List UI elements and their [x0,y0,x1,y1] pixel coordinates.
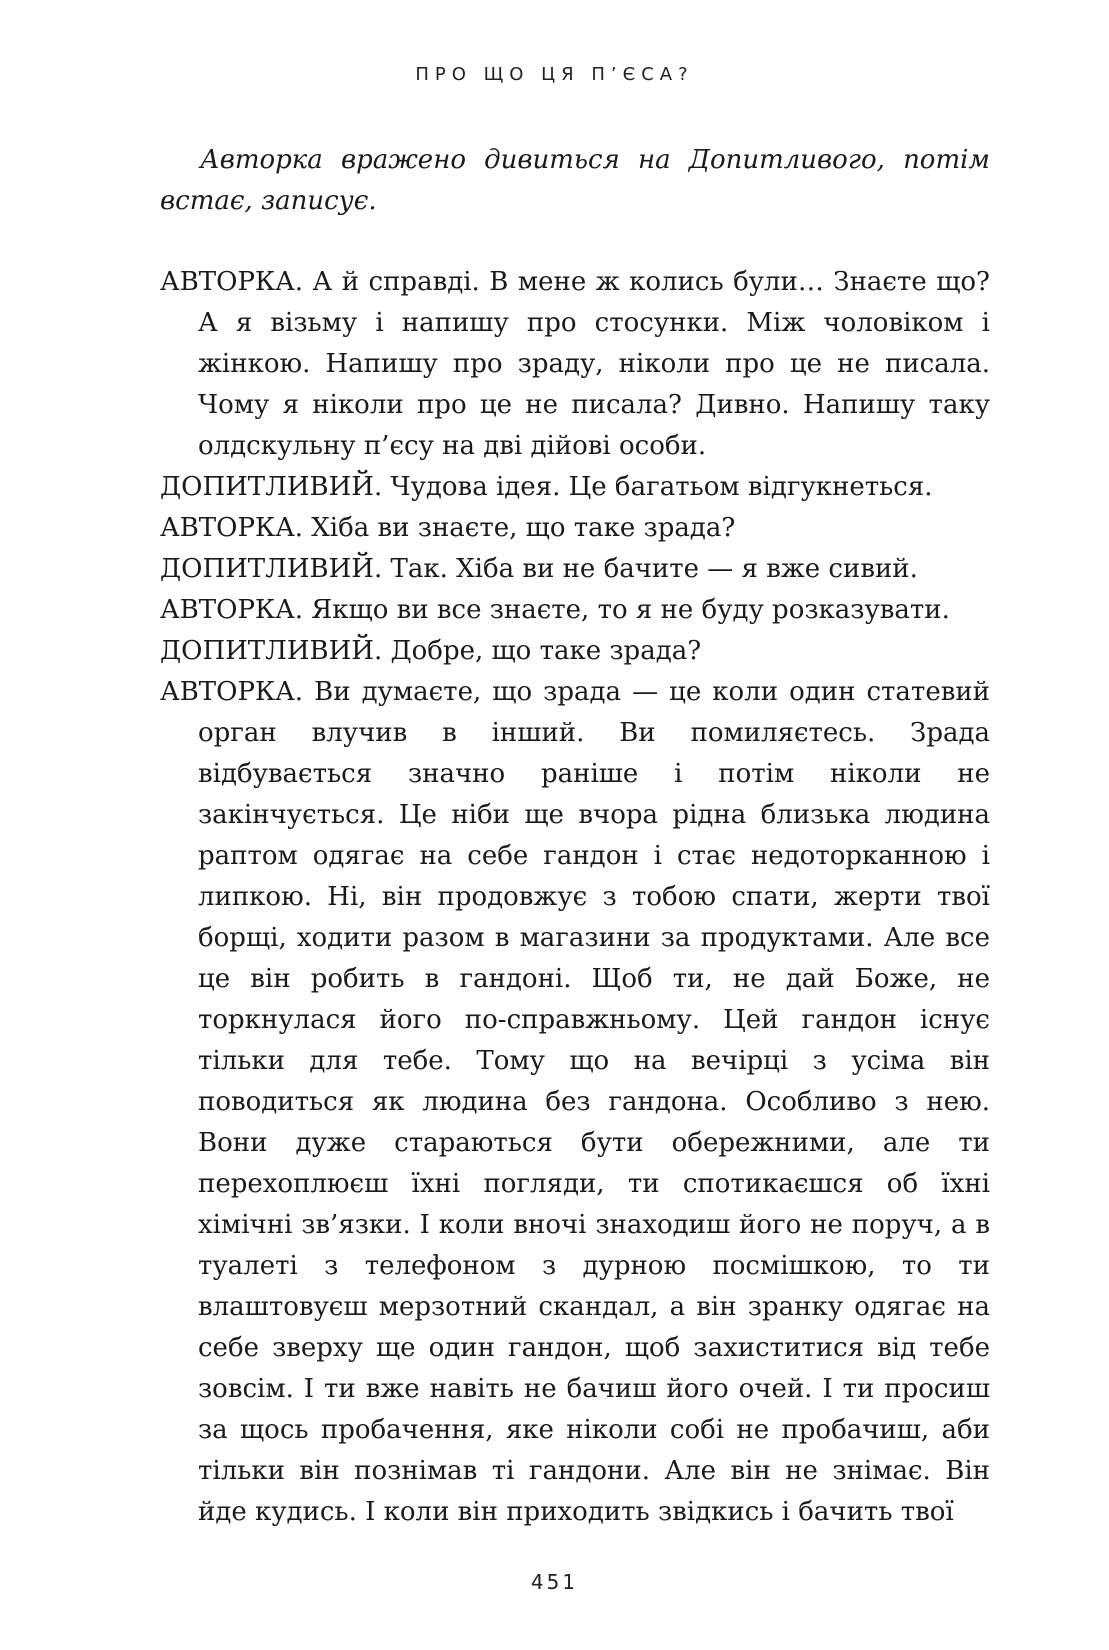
dialogue-line [160,508,990,549]
speech-text: Хіба ви знаєте, що таке зрада? [311,513,736,543]
dialogue-line [160,262,990,467]
speech-text: Якщо ви все знаєте, то я не буду розказувати. [311,595,950,625]
dialogue-line [160,590,990,631]
dialogue-line [160,631,990,672]
page-body [160,140,990,1533]
speech-text: Ви думаєте, що зрада — це коли один статевий орган влучив в інший. Ви помиляєтесь. Зрада відбувається значно раніше і потім ніколи не закінчується. Це ніби ще вчора рідна близька людина раптом одягає на себе гандон і стає недоторканною і липкою. Ні, він продовжує з тобою спати, жерти твої борщі, ходити разом в магазини за продуктами. Але все це він робить в гандоні. Щоб ти, не дай Боже, не торкнулася його по-справжньому. Цей гандон існує тільки для тебе. Тому що на вечірці з усіма він поводиться як людина без гандона. Особливо з нею. Вони дуже стараються бути обережними, але ти перехоплюєш їхні погляди, ти спотикаєшся об їхні хімічні зв’язки. І коли вночі знаходиш його не поруч, а в туалеті з телефоном з дурною посмішкою, то ти влаштовуєш мерзотний скандал, а він зранку одягає на себе зверху ще один гандон, щоб захиститися від тебе зовсім. І ти вже навіть не бачиш його очей. І ти просиш за щось пробачення, яке ніколи собі не пробачиш, аби тільки він познімав ті гандони. Але він не знімає. Він йде кудись. І коли він приходить звідкись і бачить твої [198,677,990,1527]
speaker-name: АВТОРКА. [160,595,304,625]
speaker-name: АВТОРКА. [160,513,304,543]
speaker-name: ДОПИТЛИВИЙ. [160,554,383,584]
speech-text: Так. Хіба ви не бачите — я вже сивий. [390,554,918,584]
speaker-name: ДОПИТЛИВИЙ. [160,472,383,502]
speech-text: А й справді. В мене ж колись були… Знаєте що? А я візьму і напишу про стосунки. Між чоловіком і жінкою. Напишу про зраду, ніколи про це не писала. Чому я ніколи про це не писала? Дивно. Напишу таку олдскульну п’єсу на дві дійові особи. [198,267,991,461]
dialogue-line [160,672,990,1533]
speaker-name: ДОПИТЛИВИЙ. [160,636,383,666]
running-head: ПРО ЩО ЦЯ П’ЄСА? [415,64,694,85]
page-number: 451 [530,1570,579,1594]
speech-text: Добре, що таке зрада? [390,636,702,666]
speech-text: Чудова ідея. Це багатьом відгукнеться. [390,472,933,502]
speaker-name: АВТОРКА. [160,677,304,707]
dialogue-line [160,467,990,508]
speaker-name: АВТОРКА. [160,267,304,297]
stage-direction: Авторка вражено дивиться на Допитливого, потім встає, записує. [160,145,990,216]
dialogue-line [160,549,990,590]
